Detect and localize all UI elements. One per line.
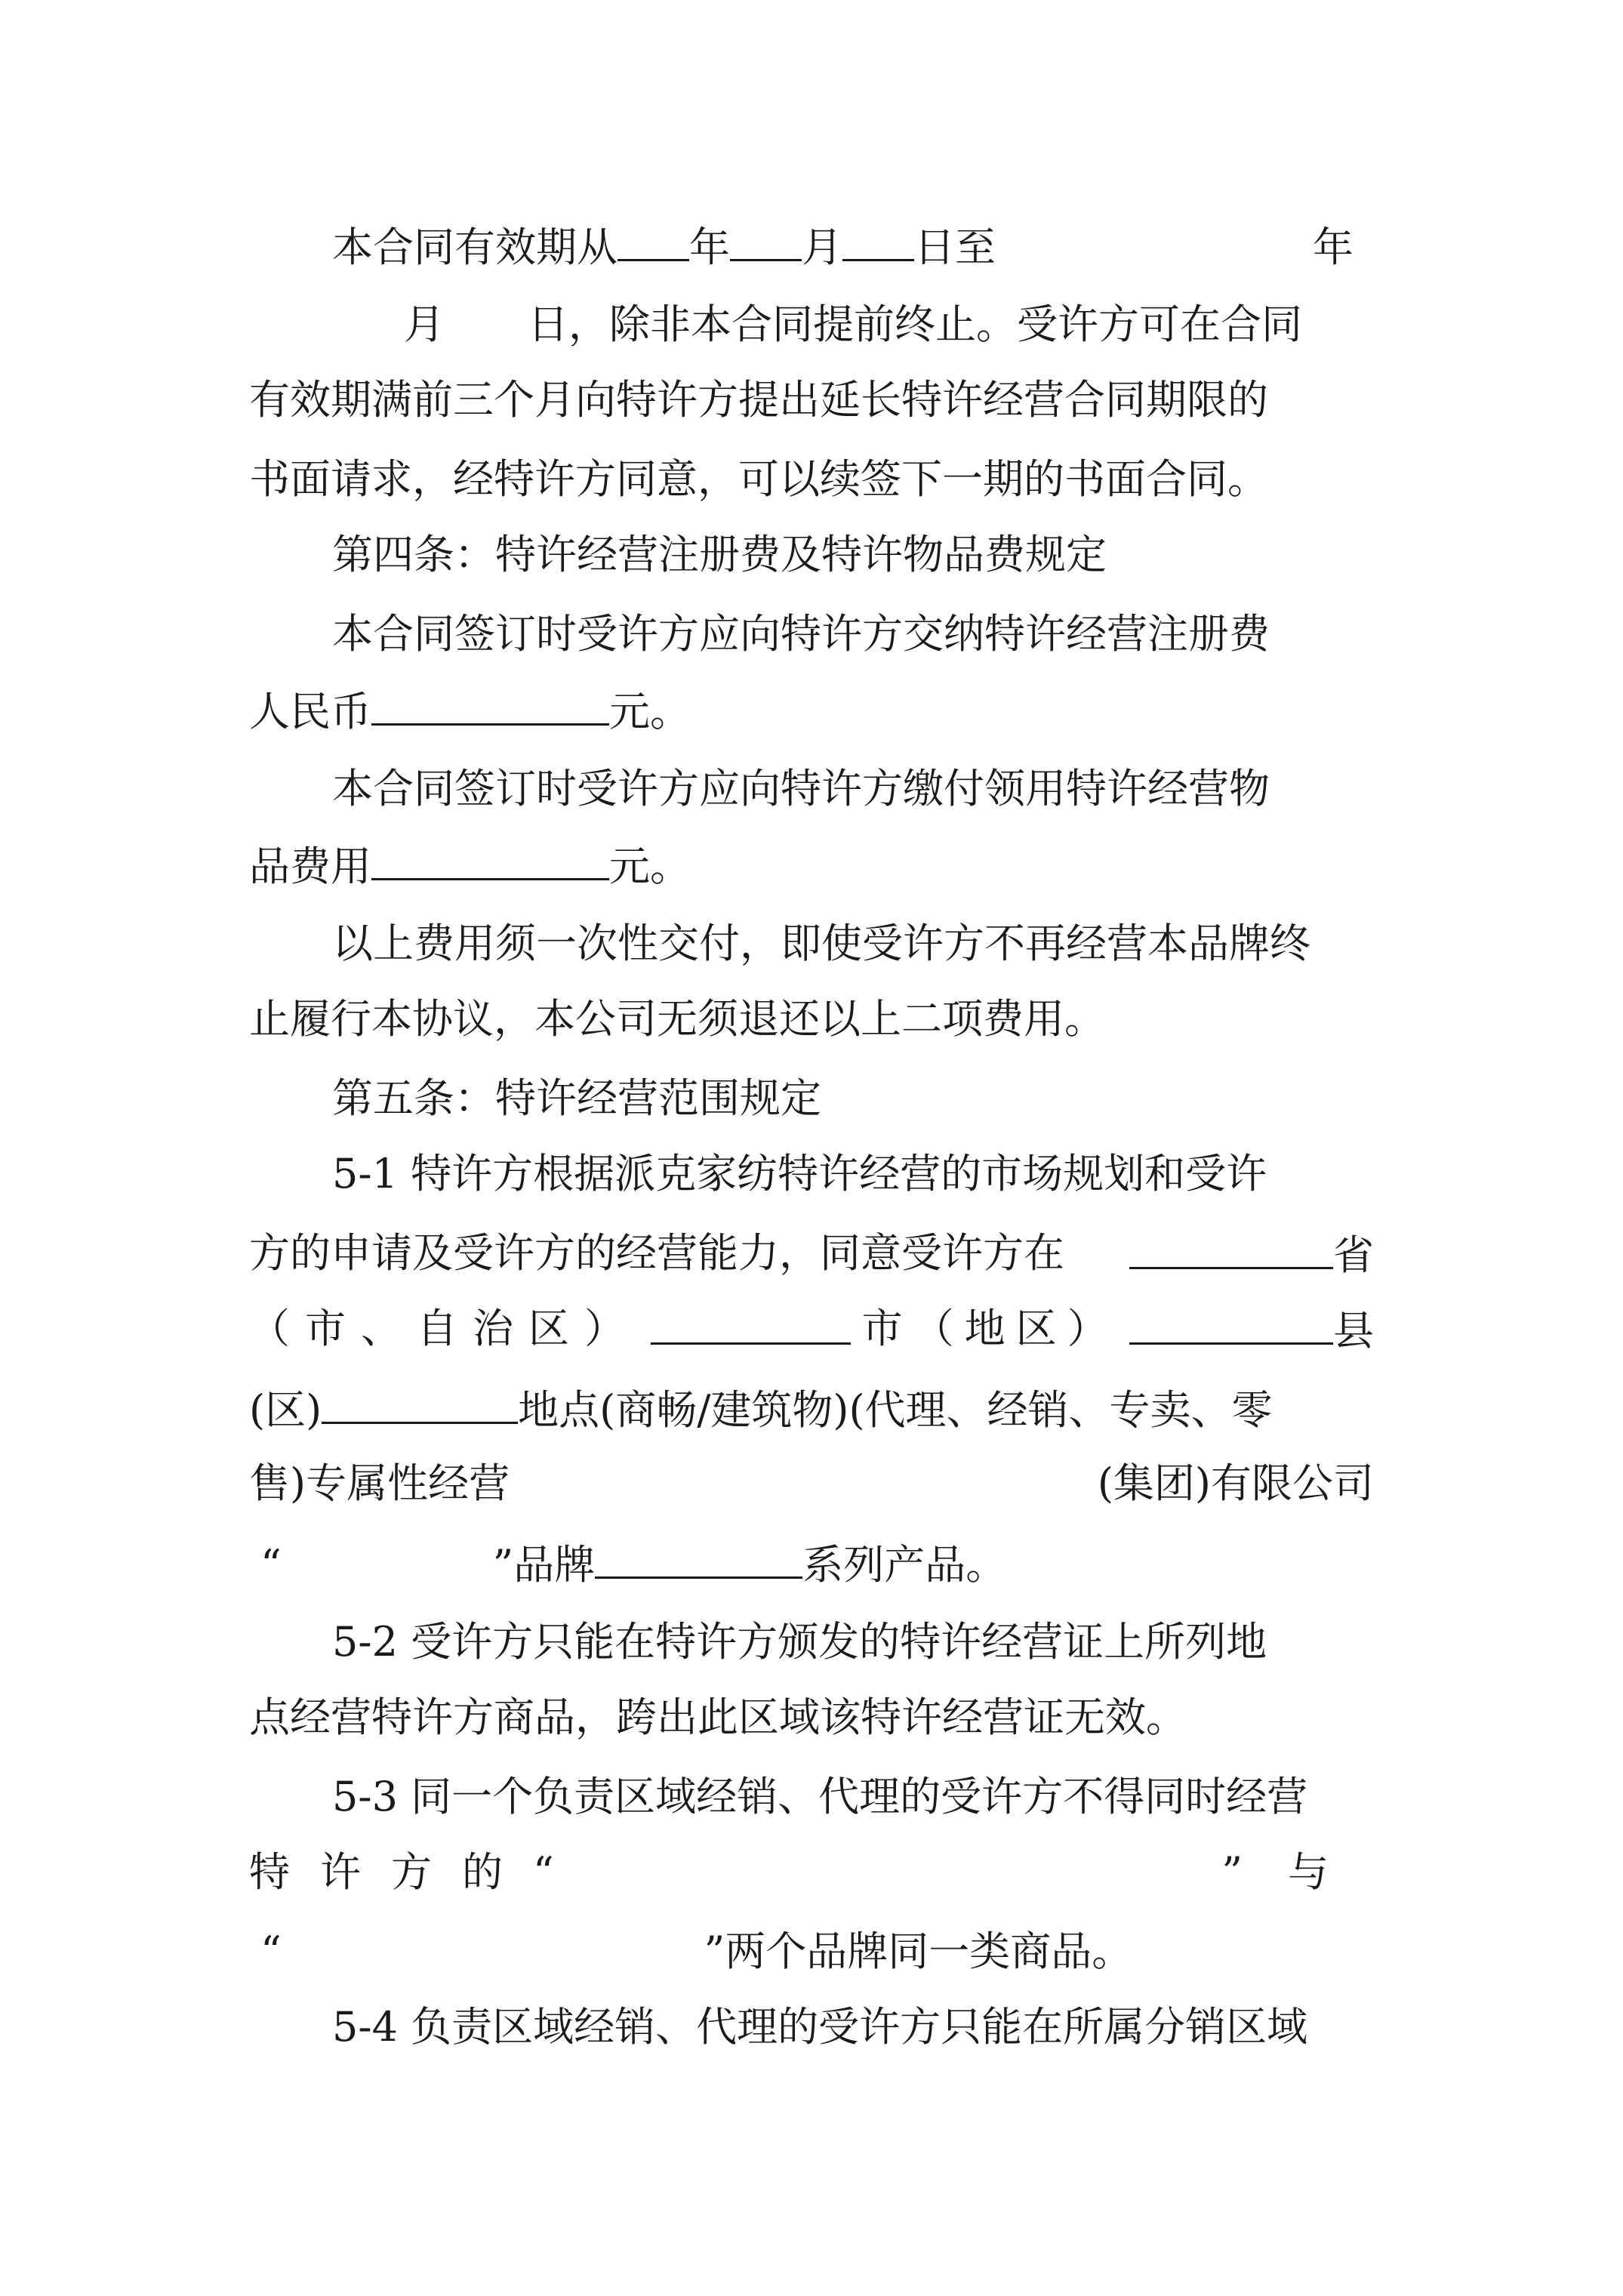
article-4-title: 第四条：特许经营注册费及特许物品费规定 [332, 531, 1107, 578]
text: “ [260, 1928, 282, 1975]
fee2-line-2 [249, 834, 1374, 895]
term-line-1 [249, 215, 1374, 276]
text: 本合同有效期从 [332, 223, 617, 271]
text: 元。 [609, 688, 691, 735]
text: 月 [404, 300, 445, 348]
text: 地点(商畅/建筑物)(代理、经销、专卖、零 [518, 1386, 1273, 1434]
series-blank [595, 1533, 802, 1579]
text: 县 [1332, 1307, 1374, 1354]
term-line-3: 有效期满前三个月向特许方提出延长特许经营合同期限的 [249, 376, 1268, 424]
county-blank [1129, 1299, 1333, 1345]
clause-5-1-line-6 [249, 1533, 1374, 1593]
text: 省 [1333, 1231, 1374, 1279]
fee-blank [371, 680, 609, 726]
text: 系列产品。 [802, 1541, 1007, 1589]
clause-5-3-line-1: 5-3 同一个负责区域经销、代理的受许方不得同时经营 [332, 1773, 1308, 1820]
text: 月 [802, 223, 842, 271]
clause-5-4-line-1: 5-4 负责区域经销、代理的受许方只能在所属分销区域 [332, 2003, 1308, 2051]
province-blank [1129, 1223, 1333, 1269]
year-blank [617, 215, 689, 261]
clause-5-1-line-2 [249, 1223, 1374, 1284]
text: 元。 [609, 843, 691, 890]
text: (区) [249, 1386, 322, 1434]
district-blank [322, 1378, 518, 1424]
text: ”品牌 [492, 1541, 596, 1589]
clause-5-3-line-3 [249, 1922, 1374, 1982]
text: ”与 [1221, 1848, 1374, 1896]
text: 市（地区） [861, 1305, 1119, 1352]
text: 日至 [914, 223, 996, 271]
text: ”两个品牌同一类商品。 [704, 1928, 1133, 1975]
text: （市、自治区） [249, 1305, 640, 1352]
text: 方的申请及受许方的经营能力，同意受许方在 [249, 1229, 1064, 1277]
clause-5-1-line-4 [249, 1378, 1374, 1438]
clause-5-1-line-3 [249, 1299, 1374, 1359]
city-blank [651, 1299, 851, 1345]
text: (集团)有限公司 [1097, 1459, 1374, 1507]
clause-5-1-line-1: 5-1 特许方根据派克家纺特许经营的市场规划和受许 [332, 1150, 1267, 1197]
text: 年 [689, 223, 730, 271]
term-line-2 [249, 294, 1374, 355]
clause-5-2-line-1: 5-2 受许方只能在特许方颁发的特许经营证上所列地 [332, 1618, 1267, 1666]
clause-5-2-line-2: 点经营特许方商品，跨出此区域该特许经营证无效。 [249, 1693, 1187, 1741]
text: “ [260, 1541, 282, 1589]
text: 人民币 [249, 688, 371, 735]
text: 特许方的“ [249, 1848, 584, 1896]
day-blank [842, 215, 914, 261]
fee3-line-1: 以上费用须一次性交付，即使受许方不再经营本品牌终 [332, 920, 1310, 967]
text: 年 [1313, 223, 1354, 271]
fee1-line-1: 本合同签订时受许方应向特许方交纳特许经营注册费 [332, 610, 1270, 658]
fee1-line-2 [249, 680, 1374, 740]
text: 售)专属性经营 [249, 1459, 510, 1507]
fee-blank [371, 834, 609, 880]
month-blank [730, 215, 802, 261]
clause-5-3-line-2 [249, 1842, 1374, 1903]
article-5-title: 第五条：特许经营范围规定 [332, 1074, 821, 1122]
text: 日，除非本合同提前终止。受许方可在合同 [528, 300, 1302, 348]
text: 品费用 [249, 843, 371, 890]
fee2-line-1: 本合同签订时受许方应向特许方缴付领用特许经营物 [332, 765, 1270, 812]
fee3-line-2: 止履行本协议，本公司无须退还以上二项费用。 [249, 995, 1105, 1043]
clause-5-1-line-5 [249, 1453, 1374, 1514]
term-line-4: 书面请求，经特许方同意，可以续签下一期的书面合同。 [249, 455, 1268, 503]
